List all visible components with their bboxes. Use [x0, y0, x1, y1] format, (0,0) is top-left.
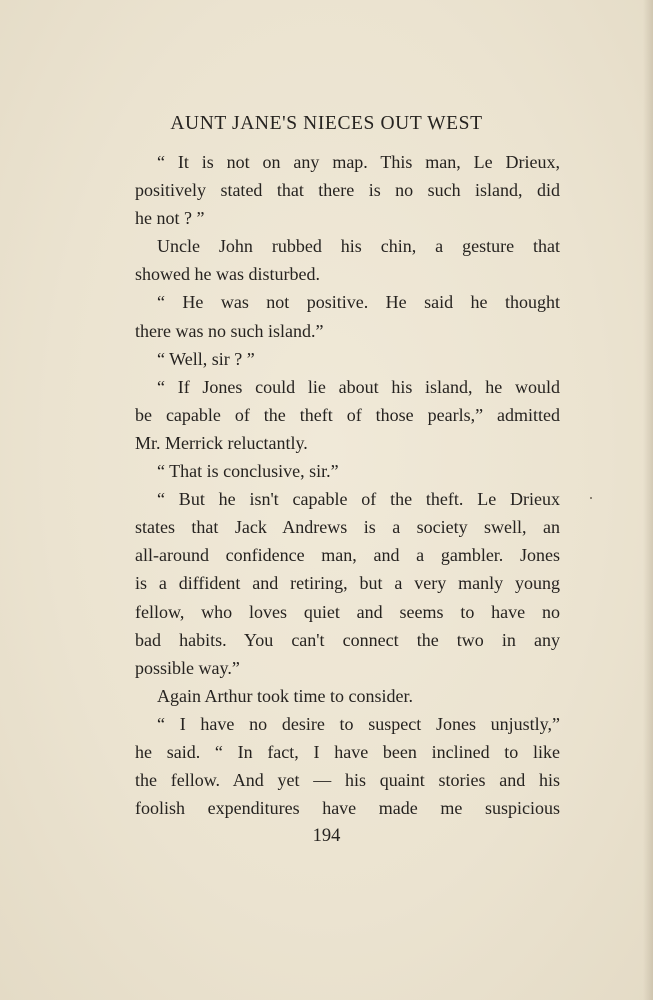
text-line: “ That is conclusive, sir.”	[157, 461, 339, 482]
text-line: the fellow. And yet — his quaint stories and his	[135, 770, 560, 791]
text-line: foolish expenditures have made me suspicious	[135, 798, 560, 819]
page-number: 194	[312, 826, 341, 846]
text-line: positively stated that there is no such island, did	[135, 180, 560, 201]
text-line: Mr. Merrick reluctantly.	[135, 432, 308, 453]
text-line: “ But he isn't capable of the theft. Le Drieux	[157, 489, 560, 510]
page-edge-shadow	[643, 0, 653, 1000]
text-line: bad habits. You can't connect the two in any	[135, 629, 560, 650]
text-line: “ He was not positive. He said he thought	[157, 292, 560, 313]
text-line: Uncle John rubbed his chin, a gesture that	[157, 236, 560, 257]
text-line: “ I have no desire to suspect Jones unjustly,”	[157, 713, 560, 734]
text-line: Again Arthur took time to consider.	[157, 685, 413, 706]
running-head: AUNT JANE'S NIECES OUT WEST	[170, 113, 483, 134]
text-line: “ It is not on any map. This man, Le Drieux,	[157, 152, 560, 172]
text-line: states that Jack Andrews is a society swell, an	[135, 517, 560, 538]
text-line: showed he was disturbed.	[135, 264, 320, 285]
text-line: possible way.”	[135, 657, 240, 678]
text-line: is a diffident and retiring, but a very manly young	[135, 573, 560, 594]
text-line: there was no such island.”	[135, 320, 324, 341]
text-line: fellow, who loves quiet and seems to have no	[135, 601, 560, 622]
text-line: all-around confidence man, and a gambler. Jones	[135, 545, 560, 566]
body-text	[135, 148, 560, 822]
text-line: “ If Jones could lie about his island, he would	[157, 376, 560, 397]
text-line: “ Well, sir ? ”	[157, 348, 255, 369]
text-line: he not ? ”	[135, 208, 205, 229]
text-line: be capable of the theft of those pearls,” admitted	[135, 404, 560, 425]
paper-speck	[590, 497, 592, 499]
text-line: he said. “ In fact, I have been inclined to like	[135, 741, 560, 762]
